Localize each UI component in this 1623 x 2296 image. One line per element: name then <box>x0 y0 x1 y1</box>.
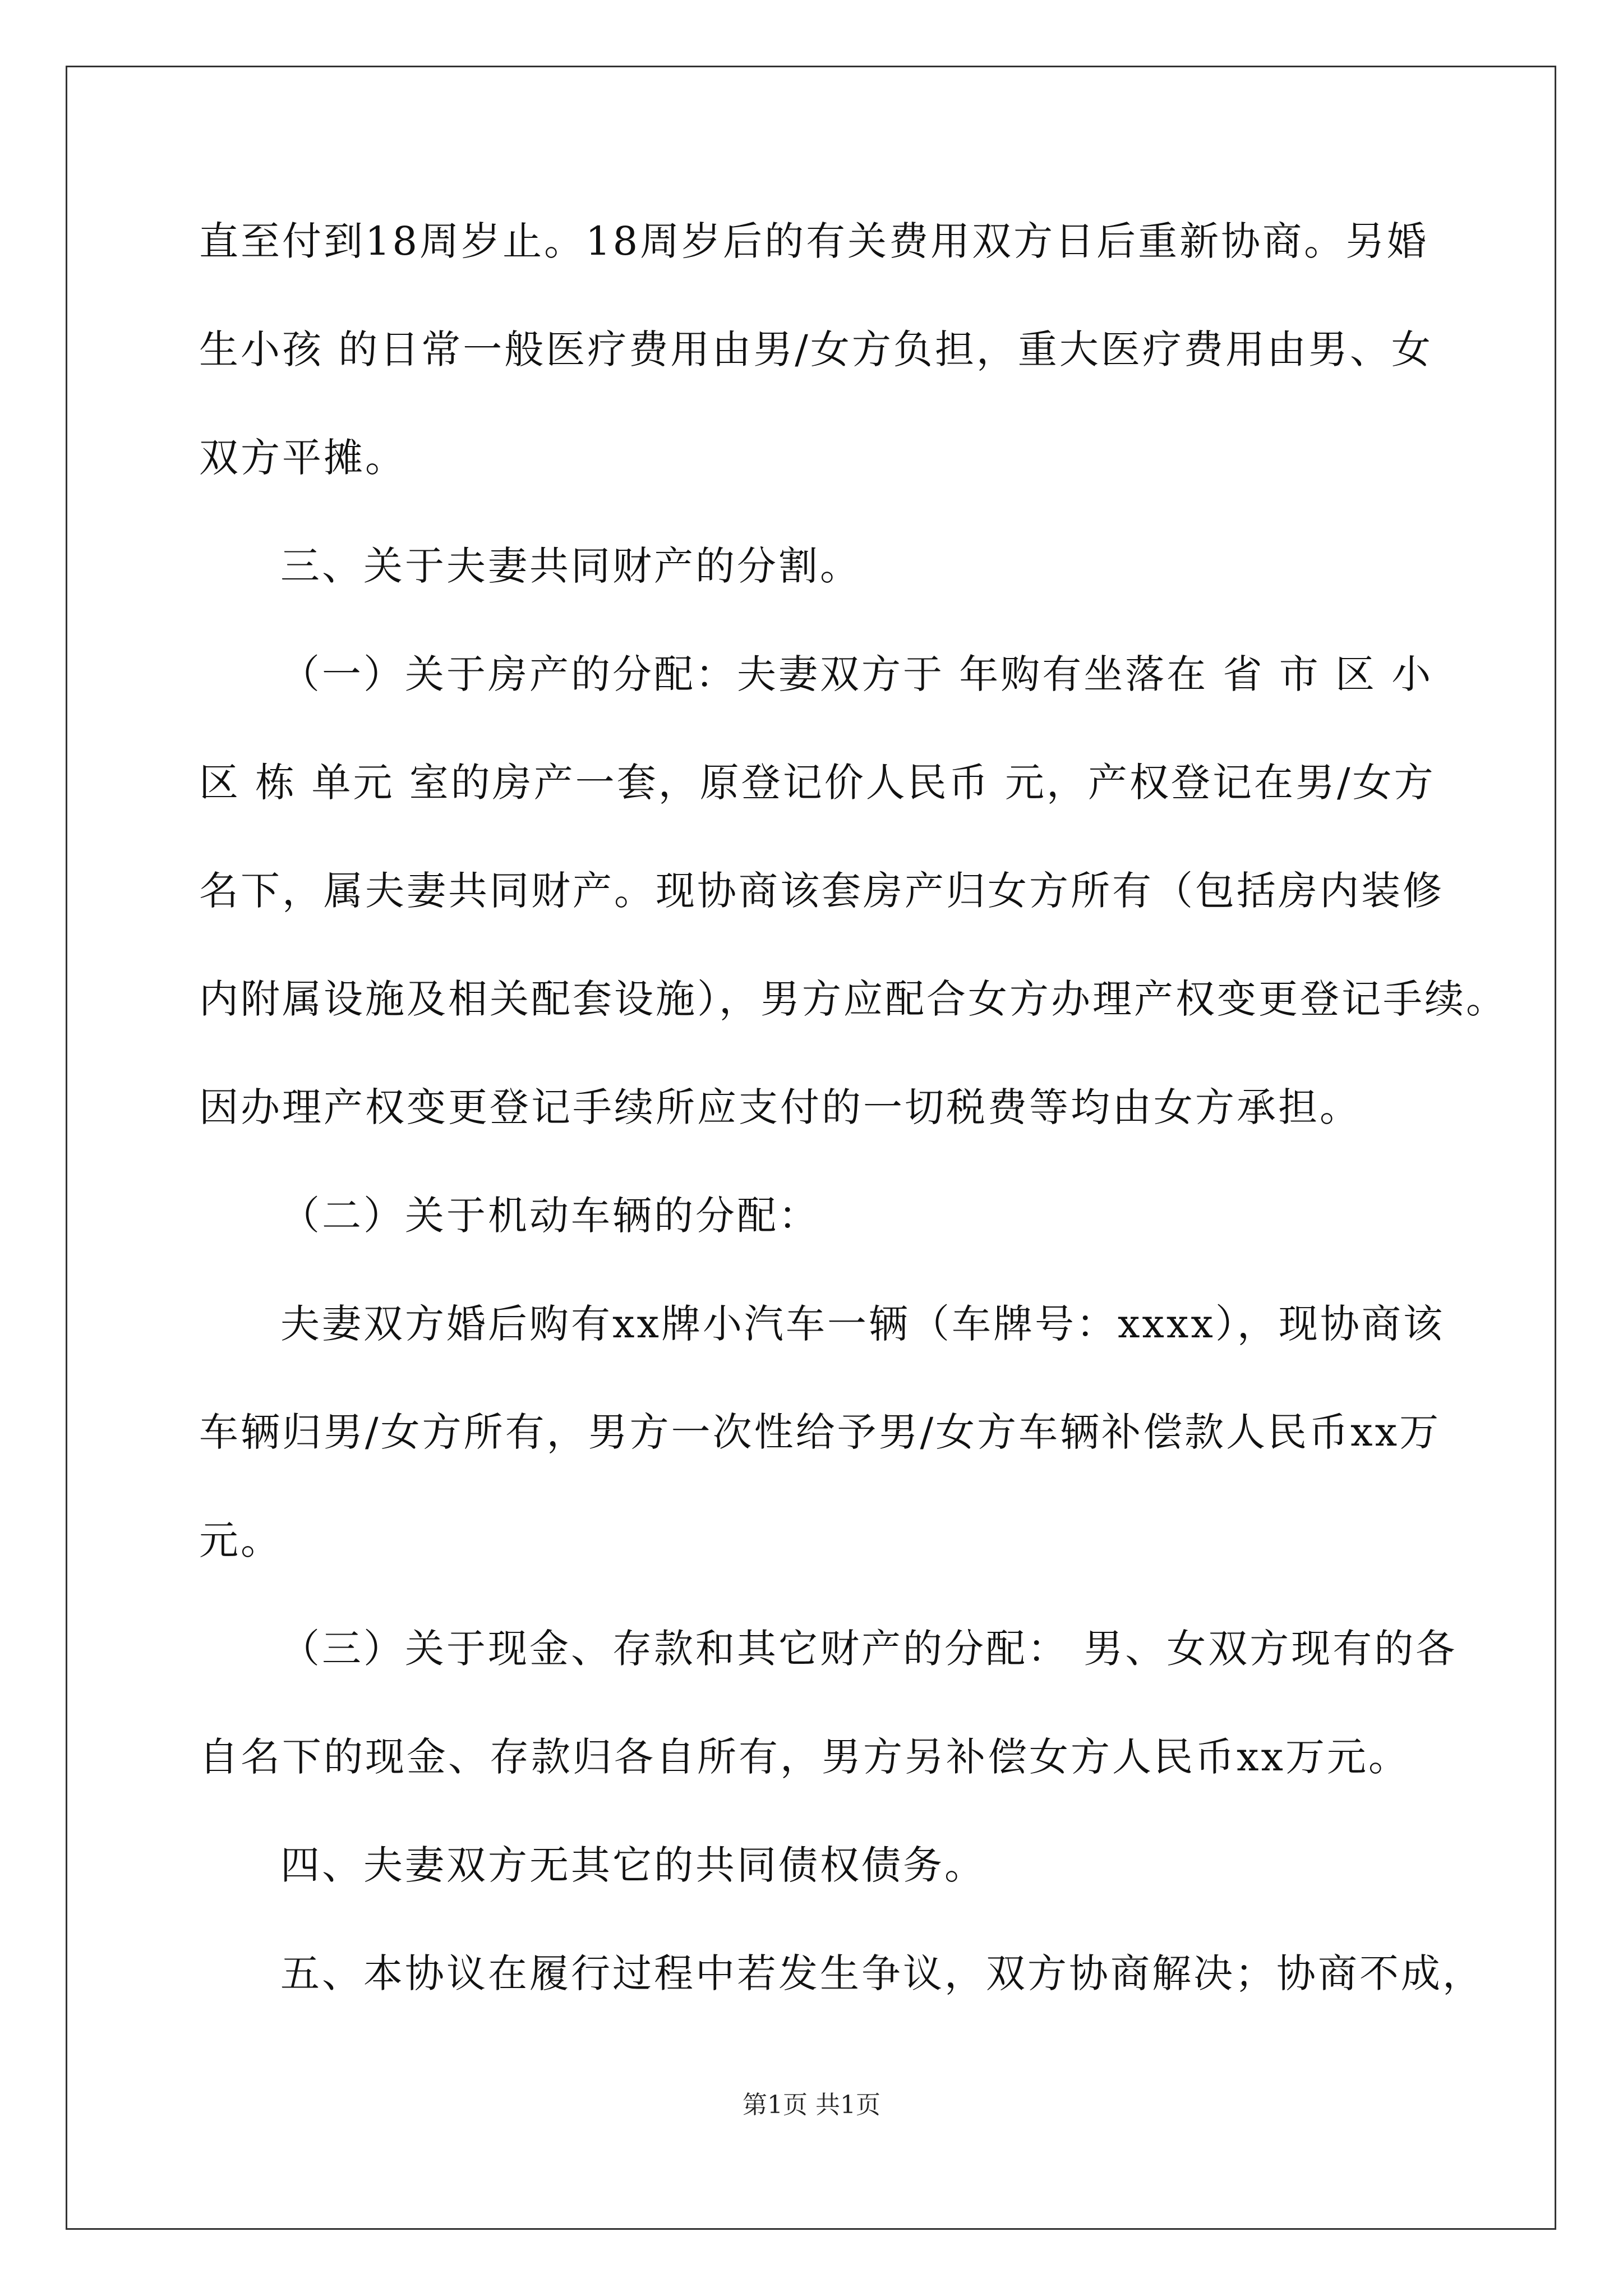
text-line: 五、本协议在履行过程中若发生争议，双方协商解决；协商不成， <box>280 1950 1484 1996</box>
text-line: 夫妻双方婚后购有xx牌小汽车一辆（车牌号：xxxx），现协商该 <box>280 1301 1445 1347</box>
text-line: 区 栋 单元 室的房产一套，原登记价人民币 元，产权登记在男/女方 <box>199 760 1436 806</box>
section-heading: 三、关于夫妻共同财产的分割。 <box>280 543 861 589</box>
text-line: 元。 <box>199 1517 282 1563</box>
text-line: 内附属设施及相关配套设施），男方应配合女方办理产权变更登记手续。 <box>199 976 1507 1022</box>
text-line: 名下，属夫妻共同财产。现协商该套房产归女方所有（包括房内装修 <box>199 868 1444 914</box>
text-line: 生小孩 的日常一般医疗费用由男/女方负担，重大医疗费用由男、女 <box>199 326 1433 372</box>
text-line: 双方平摊。 <box>199 435 407 481</box>
section-heading: 四、夫妻双方无其它的共同债权债务。 <box>280 1842 986 1888</box>
subsection-heading: （二）关于机动车辆的分配： <box>280 1193 820 1239</box>
text-line: 直至付到18周岁止。18周岁后的有关费用双方日后重新协商。另婚 <box>199 218 1429 264</box>
page-footer: 第1页 共1页 <box>743 2091 880 2119</box>
page-border <box>66 66 1556 2230</box>
text-line: 车辆归男/女方所有，男方一次性给予男/女方车辆补偿款人民币xx万 <box>199 1409 1441 1455</box>
text-line: （一）关于房产的分配：夫妻双方于 年购有坐落在 省 市 区 小 <box>280 651 1433 697</box>
text-line: 自名下的现金、存款归各自所有，男方另补偿女方人民币xx万元。 <box>199 1734 1410 1780</box>
text-line: 因办理产权变更登记手续所应支付的一切税费等均由女方承担。 <box>199 1084 1361 1130</box>
text-line: （三）关于现金、存款和其它财产的分配： 男、女双方现有的各 <box>280 1626 1458 1672</box>
